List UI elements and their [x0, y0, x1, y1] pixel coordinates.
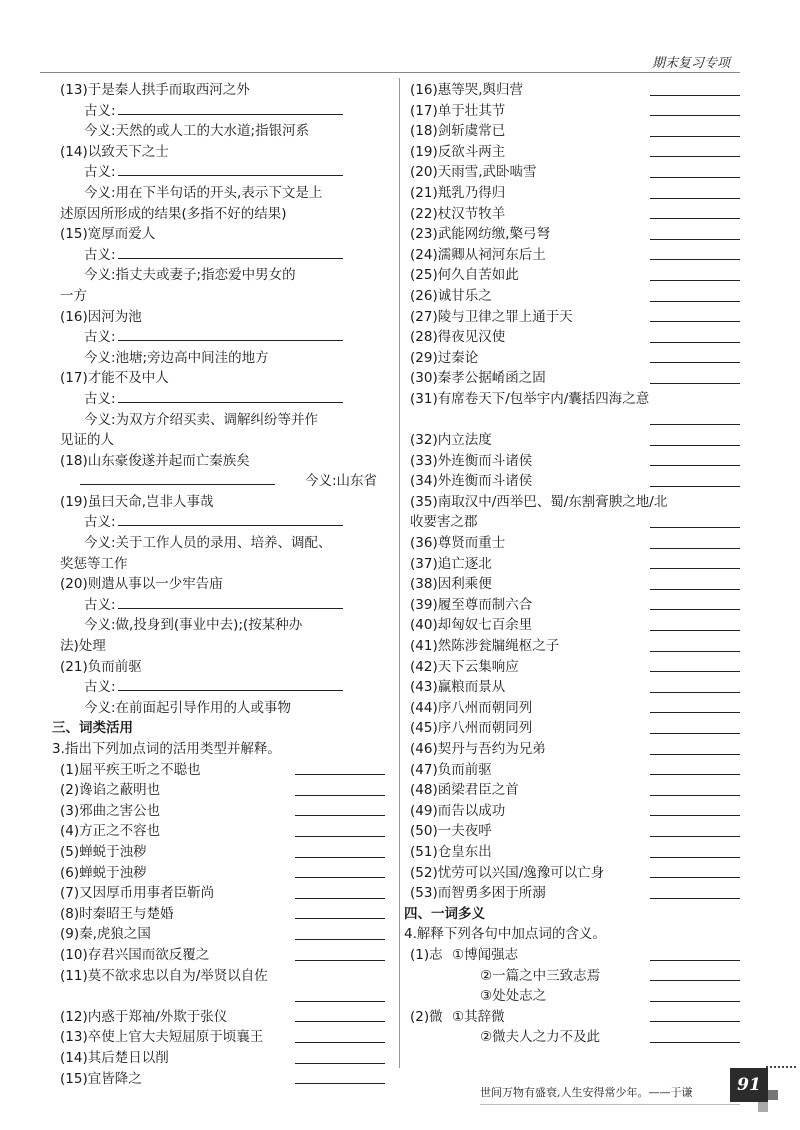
right-column: [404, 80, 740, 1048]
definition-line: 今义:在前面起引导作用的人或事物: [84, 699, 292, 716]
exercise-item: (41)然陈涉瓮牖绳枢之子: [410, 636, 740, 657]
answer-line: 古义:: [60, 389, 395, 410]
exercise-item: (50)一夫夜呼: [410, 821, 740, 842]
answer-line: 今义:山东省: [60, 471, 395, 492]
question-line: (15)宽厚而爱人: [60, 226, 156, 243]
exercise-item: (19)反欲斗两主: [410, 142, 740, 163]
page-number: 91: [730, 1068, 768, 1102]
question-line: (14)以致天下之士: [60, 143, 169, 160]
answer-line: 古义:: [60, 512, 395, 533]
exercise-item: (2)谗谄之蔽明也: [60, 780, 395, 801]
definition-line: 今义:指丈夫或妻子;指恋爱中男女的: [84, 267, 296, 284]
definition-line: 一方: [60, 287, 87, 304]
exercise-item: (24)濡卿从祠河东后土: [410, 245, 740, 266]
definition-line: 今义:做,投身到(事业中去);(按某种办: [84, 617, 303, 634]
definition-line: 奖惩等工作: [60, 555, 128, 572]
exercise-item: (3)邪曲之害公也: [60, 801, 395, 822]
exercise-item: (47)负而前驱: [410, 760, 740, 781]
definition-line: 法)处理: [60, 638, 106, 655]
question-line: (13)于是秦人拱手而取西河之外: [60, 82, 250, 98]
polysemy-item: ②一篇之中三致志焉: [410, 966, 740, 987]
exercise-item: (32)内立法度: [410, 430, 740, 451]
exercise-item: (35)南取汉中/西举巴、蜀/东割膏腴之地/北: [410, 493, 668, 510]
question-line: (21)负而前驱: [60, 658, 142, 675]
exercise-item: (14)其后楚日以削: [60, 1048, 395, 1069]
exercise-item: [410, 410, 740, 431]
header-title: 期末复习专项: [651, 56, 730, 71]
exercise-item: (52)忧劳可以兴国/逸豫可以亡身: [410, 863, 740, 884]
exercise-item: (11)莫不欲求忠以自为/举贤以自佐: [60, 967, 268, 984]
exercise-item: (15)宜皆降之: [60, 1069, 395, 1090]
instruction: 4.解释下列各句中加点词的含义。: [404, 926, 606, 943]
exercise-item: (28)得夜见汉使: [410, 327, 740, 348]
polysemy-item: (2)微 ①其辞微: [410, 1007, 740, 1028]
exercise-item: (40)却匈奴七百余里: [410, 615, 740, 636]
exercise-item: (23)武能网纺缴,檠弓弩: [410, 224, 740, 245]
page-footer: [480, 1080, 740, 1105]
exercise-item: (5)蝉蜕于浊秽: [60, 842, 395, 863]
exercise-item: (51)仓皇东出: [410, 842, 740, 863]
exercise-item: (13)卒使上官大夫短屈原于顷襄王: [60, 1027, 395, 1048]
exercise-item: (18)剑斩虞常已: [410, 121, 740, 142]
definition-line: 述原因所形成的结果(多指不好的结果): [60, 205, 287, 222]
question-line: (18)山东豪俊遂并起而亡秦族矣: [60, 452, 250, 469]
exercise-item: (45)序八州而朝同列: [410, 718, 740, 739]
answer-line: 古义:: [60, 595, 395, 616]
decorative-square: [758, 1102, 768, 1112]
exercise-item: (12)内惑于郑袖/外欺于张仪: [60, 1007, 395, 1028]
column-divider: [399, 78, 400, 1068]
exercise-item: (16)惠等哭,舆归营: [410, 80, 740, 101]
exercise-item: (27)陵与卫律之罪上通于天: [410, 307, 740, 328]
exercise-item: (46)契丹与吾约为兄弟: [410, 739, 740, 760]
exercise-item: (17)单于壮其节: [410, 101, 740, 122]
exercise-item: (7)又因厚币用事者臣靳尚: [60, 883, 395, 904]
exercise-item: (6)蝉蜕于浊秽: [60, 863, 395, 884]
exercise-item: (25)何久自苦如此: [410, 265, 740, 286]
definition-line: 见证的人: [60, 432, 114, 449]
decorative-square: [768, 1090, 778, 1100]
exercise-item: (44)序八州而朝同列: [410, 698, 740, 719]
question-line: (16)因河为池: [60, 308, 142, 325]
exercise-item: (10)存君兴国而欲反覆之: [60, 945, 395, 966]
exercise-item: (37)追亡逐北: [410, 554, 740, 575]
left-column: [52, 80, 395, 1089]
question-line: (20)则遣从事以一少牢告庙: [60, 576, 223, 593]
exercise-item: (42)天下云集响应: [410, 657, 740, 678]
exercise-item: (49)而告以成功: [410, 801, 740, 822]
question-line: (17)才能不及中人: [60, 370, 169, 387]
footer-quote: 世间万物有盛衰,人生安得常少年。——于谦: [480, 1086, 693, 1099]
exercise-item: (34)外连衡而斗诸侯: [410, 471, 740, 492]
answer-line: 古义:: [60, 101, 395, 122]
definition-line: 今义:为双方介绍买卖、调解纠纷等并作: [84, 411, 319, 428]
polysemy-item: (1)志 ①博闻强志: [410, 945, 740, 966]
exercise-item: (38)因利乘便: [410, 574, 740, 595]
exercise-item: (21)羝乳乃得归: [410, 183, 740, 204]
exercise-item: (48)函梁君臣之首: [410, 780, 740, 801]
exercise-item: (9)秦,虎狼之国: [60, 924, 395, 945]
exercise-item: (31)有席卷天下/包举宇内/囊括四海之意: [410, 390, 650, 407]
exercise-item: (8)时秦昭王与楚婚: [60, 904, 395, 925]
definition-line: 今义:用在下半句话的开头,表示下文是上: [84, 184, 323, 201]
answer-line: 古义:: [60, 327, 395, 348]
question-line: (19)虽曰天命,岂非人事哉: [60, 493, 214, 510]
exercise-item: (30)秦孝公据崤函之固: [410, 368, 740, 389]
definition-line: 今义:天然的或人工的大水道;指银河系: [84, 123, 310, 140]
exercise-item: (4)方正之不容也: [60, 821, 395, 842]
answer-line: 古义:: [60, 245, 395, 266]
exercise-item: (39)履至尊而制六合: [410, 595, 740, 616]
page-header: [40, 50, 740, 73]
exercise-item: (20)天雨雪,武卧啮雪: [410, 162, 740, 183]
exercise-item: [60, 986, 395, 1007]
exercise-item: (53)而智勇多困于所溺: [410, 883, 740, 904]
exercise-item: (26)诚甘乐之: [410, 286, 740, 307]
exercise-item: 收要害之郡: [410, 512, 740, 533]
definition-line: 今义:池塘;旁边高中间洼的地方: [84, 349, 269, 366]
polysemy-item: ②微夫人之力不及此: [410, 1027, 740, 1048]
exercise-item: (33)外连衡而斗诸侯: [410, 451, 740, 472]
exercise-item: (29)过秦论: [410, 348, 740, 369]
section-heading: 四、一词多义: [404, 905, 485, 922]
instruction: 3.指出下列加点词的活用类型并解释。: [52, 741, 281, 757]
answer-line: 古义:: [60, 677, 395, 698]
decorative-dots: [766, 1066, 796, 1074]
exercise-item: (1)屈平疾王听之不聪也: [60, 760, 395, 781]
exercise-item: (22)杖汉节牧羊: [410, 204, 740, 225]
polysemy-item: ③处处志之: [410, 986, 740, 1007]
answer-line: 古义:: [60, 162, 395, 183]
section-heading: 三、词类活用: [52, 720, 133, 737]
definition-line: 今义:关于工作人员的录用、培养、调配、: [84, 535, 332, 552]
exercise-item: (36)尊贤而重士: [410, 533, 740, 554]
exercise-item: (43)赢粮而景从: [410, 677, 740, 698]
